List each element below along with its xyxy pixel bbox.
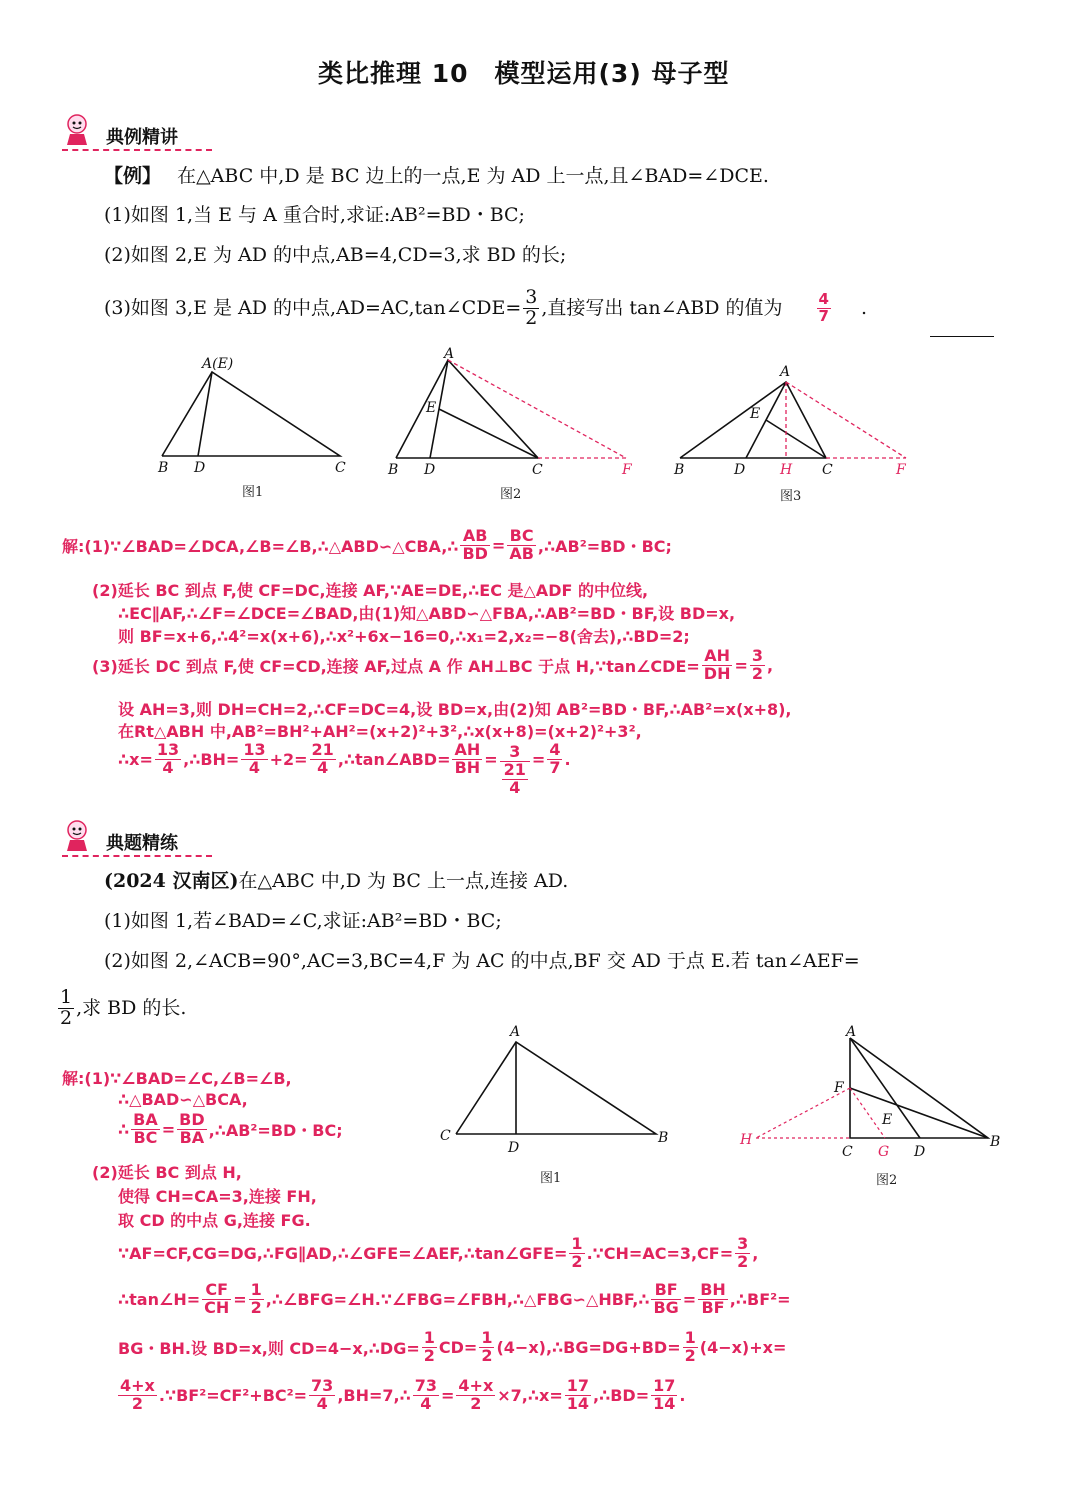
example-figure-3 <box>668 362 918 502</box>
example-part-1: (1)如图 1,当 E 与 A 重合时,求证:AB²=BD・BC; <box>104 204 525 226</box>
label-C: C <box>440 1128 451 1144</box>
cartoon-figure-icon <box>62 818 102 852</box>
solution-2-line-3: ∴ $\frac{BA}{BC}$ = $\frac{BD}{BA}$ ,∴AB²=BD・BC; <box>118 1110 343 1147</box>
example-part-2: (2)如图 2,E 为 AD 的中点,AB=4,CD=3,求 BD 的长; <box>104 244 567 266</box>
label-D: D <box>424 462 436 478</box>
example-part-3-text-2: ,直接写出 tan∠ABD 的值为 <box>541 296 783 319</box>
solution-2-line-2: ∴△BAD∽△BCA, <box>118 1090 248 1109</box>
solution-1-line-5: (3)延长 DC 到点 F,使 CF=CD,连接 AF,过点 A 作 AH⊥BC 于点 H,∵tan∠CDE= $\frac{AH}{DH}$ = $\frac{3}{2}$ , <box>92 646 774 683</box>
solution-2-line-6: 取 CD 的中点 G,连接 FG. <box>118 1211 311 1230</box>
solution-2-line-10: $\frac{4+x}{2}$ .∵BF²=CF²+BC²= $\frac{73}{4}$ ,BH=7,∴ $\frac{73}{4}$ = $\frac{4+x}{2}$ ×7,∴x= $\frac{17}{14}$ ,∴BD= $\frac{17}{14}$ . <box>120 1376 686 1413</box>
solution-2-line-8: ∴tan∠H= $\frac{CF}{CH}$ = $\frac{1}{2}$ ,∴∠BFG=∠H.∵∠FBG=∠FBH,∴△FBG∽△HBF,∴ $\frac{BF}{BG}$ = $\frac{BH}{BF}$ ,∴BF²= <box>118 1280 791 1317</box>
practice-figure-1 <box>436 1020 676 1190</box>
fraction: $\frac{AB}{BD}$ <box>462 526 488 563</box>
practice-stem-text: 在△ABC 中,D 为 BC 上一点,连接 AD. <box>238 870 569 892</box>
figure-caption: 图2 <box>500 487 522 501</box>
label-F: F <box>622 462 632 478</box>
solution-1-line-1: 解:(1)∵∠BAD=∠DCA,∠B=∠B,∴△ABD∽△CBA,∴ $\frac{AB}{BD}$ = $\frac{BC}{AB}$ ,∴AB²=BD・BC; <box>62 526 672 563</box>
solution-1-line-8: ∴x= $\frac{13}{4}$ ,∴BH= $\frac{13}{4}$ +2= $\frac{21}{4}$ ,∴tan∠ABD= $\frac{AH}{BH}$ = $\frac{3}{\frac{21}{4}}$ = $\frac{4}{7}$ . <box>118 740 571 797</box>
example-figure-2 <box>382 346 642 501</box>
answer-blank-line <box>930 336 994 337</box>
practice-part-2-end: $\frac{1}{2}$ ,求 BD 的长. <box>60 986 187 1029</box>
section-heading-examples: 典例精讲 <box>106 127 178 148</box>
section-heading-practice: 典题精练 <box>106 833 178 854</box>
example-part-3 <box>104 288 867 329</box>
label-F: F <box>896 462 906 478</box>
label-A: A <box>510 1024 521 1040</box>
solution-1-line-6: 设 AH=3,则 DH=CH=2,∴CF=DC=4,设 BD=x,由(2)知 AB²=BD・BF,∴AB²=x(x+8), <box>118 700 792 719</box>
label-A: A <box>846 1024 857 1040</box>
practice-part-2: (2)如图 2,∠ACB=90°,AC=3,BC=4,F 为 AC 的中点,BF 交 AD 于点 E.若 tan∠AEF= <box>104 950 860 972</box>
label-D: D <box>914 1144 926 1160</box>
label-D: D <box>508 1140 520 1156</box>
label-H: H <box>740 1132 753 1148</box>
example-stem <box>104 167 769 186</box>
label-F: F <box>834 1080 844 1096</box>
label-H: H <box>780 462 793 478</box>
label-E: E <box>750 406 761 422</box>
label-B: B <box>990 1134 1001 1150</box>
label-G: G <box>878 1144 890 1160</box>
example-figure-1 <box>150 356 360 501</box>
label-D: D <box>734 462 746 478</box>
solution-1-line-4: 则 BF=x+6,∴4²=x(x+6),∴x²+6x−16=0,∴x₁=2,x₂=−8(舍去),∴BD=2; <box>118 627 690 646</box>
label-B: B <box>158 460 169 476</box>
solution-2-line-5: 使得 CH=CA=3,连接 FH, <box>118 1187 317 1206</box>
example-tag: 【例】 <box>104 165 162 187</box>
label-C: C <box>335 460 346 476</box>
figure-caption: 图2 <box>876 1173 898 1188</box>
solution-2-line-1: 解:(1)∵∠BAD=∠C,∠B=∠B, <box>62 1069 292 1088</box>
label-E: E <box>426 400 437 416</box>
section-underline <box>62 855 212 857</box>
label-D: D <box>194 460 206 476</box>
solution-2-line-7: ∵AF=CF,CG=DG,∴FG∥AD,∴∠GFE=∠AEF,∴tan∠GFE= $\frac{1}{2}$ .∵CH=AC=3,CF= $\frac{3}{2}$ , <box>118 1234 759 1271</box>
figure-caption: 图1 <box>540 1171 562 1186</box>
practice-figure-2 <box>736 1022 1006 1192</box>
page-title: 类比推理 10 模型运用(3) 母子型 <box>318 59 730 88</box>
label-A: A <box>444 346 455 362</box>
label-A: A <box>780 364 791 380</box>
practice-source: (2024 汉南区) <box>104 870 239 892</box>
solution-1-line-2: (2)延长 BC 到点 F,使 CF=DC,连接 AF,∵AE=DE,∴EC 是△ADF 的中位线, <box>92 581 649 600</box>
solution-1-line-3: ∴EC∥AF,∴∠F=∠DCE=∠BAD,由(1)知△ABD∽△FBA,∴AB²=BD・BF,设 BD=x, <box>118 604 736 623</box>
label-B: B <box>674 462 685 478</box>
label-B: B <box>658 1130 669 1146</box>
label-B: B <box>388 462 399 478</box>
solution-1-line-7: 在Rt△ABH 中,AB²=BH²+AH²=(x+2)²+3²,∴x(x+8)=(x+2)²+3², <box>118 722 642 741</box>
section-underline <box>62 149 212 151</box>
cartoon-figure-icon <box>62 112 102 146</box>
period: . <box>861 296 868 319</box>
label-E: E <box>882 1112 893 1128</box>
label-C: C <box>842 1144 853 1160</box>
solution-2-line-9: BG・BH.设 BD=x,则 CD=4−x,∴DG= $\frac{1}{2}$ CD= $\frac{1}{2}$ (4−x),∴BG=DG+BD= $\frac{1}{2}$ (4−x)+x= <box>118 1328 787 1365</box>
practice-part-1: (1)如图 1,若∠BAD=∠C,求证:AB²=BD・BC; <box>104 910 502 932</box>
answer-fraction: $\frac{4}{7}$ <box>818 290 829 325</box>
example-stem-text: 在△ABC 中,D 是 BC 边上的一点,E 为 AD 上一点,且∠BAD=∠DCE. <box>177 165 769 187</box>
figure-caption: 图3 <box>780 489 802 502</box>
fraction: $\frac{BC}{AB}$ <box>509 526 534 563</box>
label-C: C <box>822 462 833 478</box>
practice-stem <box>104 872 568 891</box>
fraction: $\frac{3}{2}$ <box>525 286 538 329</box>
figure-caption: 图1 <box>242 485 264 500</box>
fraction: $\frac{1}{2}$ <box>60 986 73 1029</box>
label-C: C <box>532 462 543 478</box>
example-part-3-text: (3)如图 3,E 是 AD 的中点,AD=AC,tan∠CDE= <box>104 296 522 319</box>
label-A: A(E) <box>202 356 234 372</box>
solution-2-line-4: (2)延长 BC 到点 H, <box>92 1163 242 1182</box>
